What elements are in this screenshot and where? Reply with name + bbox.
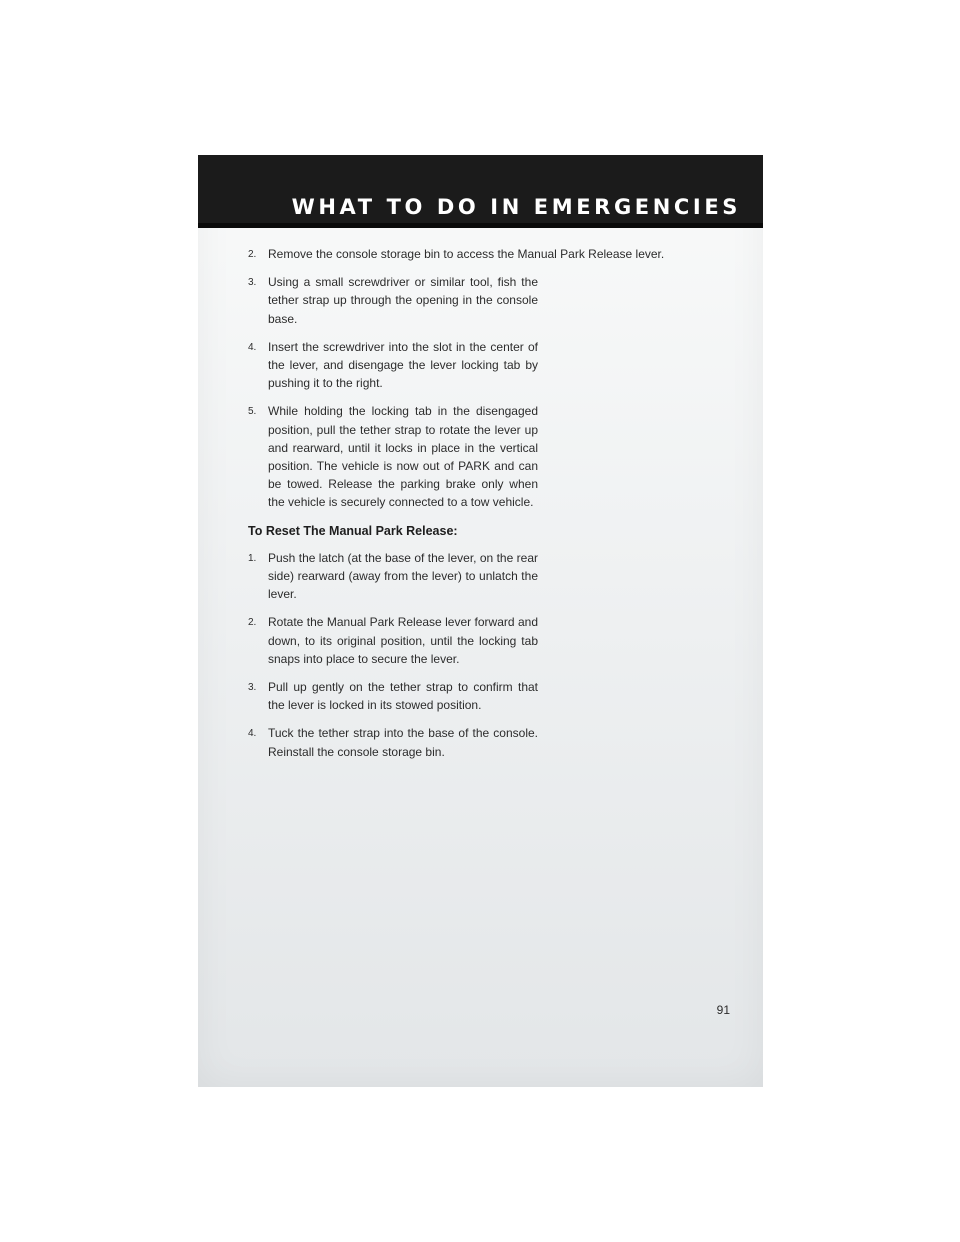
step-text: Push the latch (at the base of the lever, on the rear side) rearward (away from the lever) to unlatch the lever. <box>268 550 538 602</box>
list-item <box>248 245 738 263</box>
step-text: Rotate the Manual Park Release lever forward and down, to its original position, until the locking tab snaps into place to secure the lever. <box>268 615 538 666</box>
step-number: 5. <box>248 406 257 418</box>
section-title: WHAT TO DO IN EMERGENCIES <box>291 195 741 219</box>
step-number: 4. <box>248 728 257 740</box>
step-number: 3. <box>248 277 257 289</box>
list-item <box>248 549 538 604</box>
step-text: Remove the console storage bin to access the Manual Park Release lever. <box>268 247 665 261</box>
step-text: Insert the screwdriver into the slot in the center of the lever, and disengage the lever locking tab by pushing it to the right. <box>268 339 538 391</box>
step-number: 2. <box>248 617 257 629</box>
step-number: 4. <box>248 341 257 353</box>
step-text: Using a small screwdriver or similar tool, fish the tether strap up through the opening in the console base. <box>268 275 538 326</box>
list-item <box>248 613 538 668</box>
list-item <box>248 273 538 328</box>
header-divider <box>198 223 763 228</box>
list-item <box>248 724 538 760</box>
step-number: 2. <box>248 249 257 260</box>
list-item <box>248 338 538 393</box>
reset-heading: To Reset The Manual Park Release: <box>248 523 458 538</box>
list-item <box>248 678 538 714</box>
step-number: 1. <box>248 552 257 564</box>
page-number: 91 <box>716 1003 730 1017</box>
manual-page <box>198 155 763 1087</box>
step-text: While holding the locking tab in the disengaged position, pull the tether strap to rotate the lever up and rearward, until it locks in place in the vertical position. The vehicle is now out of PARK and can be towed. Release the parking brake only when the vehicle is securely connected to a tow vehicle. <box>268 404 538 510</box>
step-number: 3. <box>248 682 257 694</box>
section-header <box>198 155 763 223</box>
step-text: Pull up gently on the tether strap to confirm that the lever is locked in its stowed position. <box>268 680 538 713</box>
list-item <box>248 402 538 511</box>
step-text: Tuck the tether strap into the base of the console. Reinstall the console storage bin. <box>268 726 538 759</box>
page-content <box>248 245 665 771</box>
